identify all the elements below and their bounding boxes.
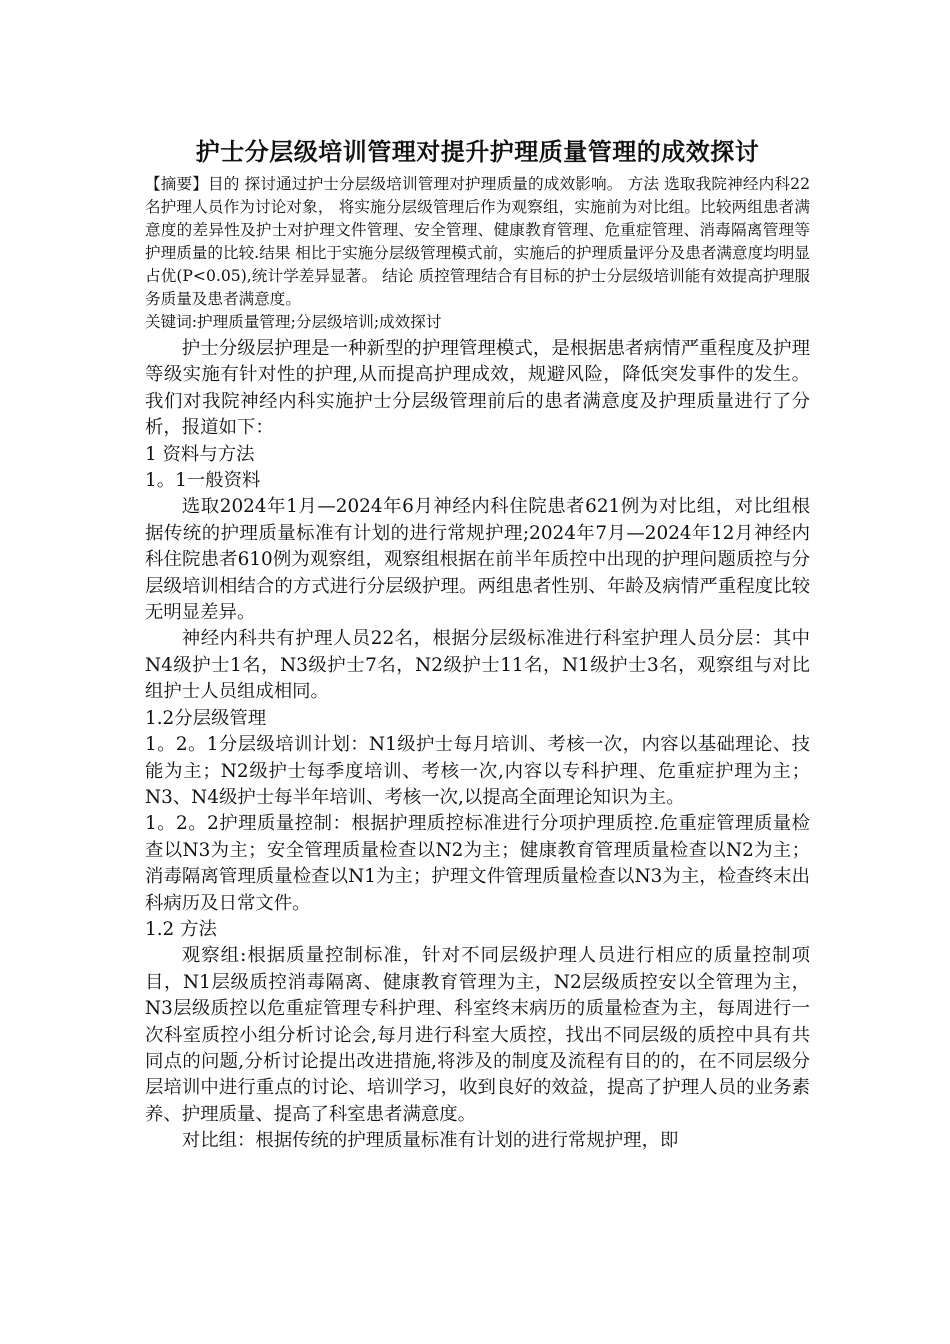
paragraph-1-2-1: 1。2。1分层级培训计划：N1级护士每月培训、考核一次，内容以基础理论、技能为主；N2级护士每季度培训、考核一次,内容以专科护理、危重症护理为主；N3、N4级护士每半年培训、考核一次,以提高全面理论知识为主。 [145, 734, 810, 808]
intro-paragraph: 护士分级层护理是一种新型的护理管理模式，是根据患者病情严重程度及护理等级实施有针对性的护理,从而提高护理成效，规避风险，降低突发事件的发生。我们对我院神经内科实施护士分层级管理前后的患者满意度及护理质量进行了分析，报道如下： [145, 338, 810, 439]
paragraph-method-observation: 观察组:根据质量控制标准，针对不同层级护理人员进行相应的质量控制项目，N1层级质控消毒隔离、健康教育管理为主，N2层级质控安以全管理为主，N3层级质控以危重症管理专科护理、科室终末病历的质量检查为主，每周进行一次科室质控小组分析讨论会,每月进行科室大质控，找出不同层级的质控中具有共同点的问题,分析讨论提出改进措施,将涉及的制度及流程有目的的，在不同层级分层培训中进行重点的讨论、培训学习，收到良好的效益，提高了护理人员的业务素养、护理质量、提高了科室患者满意度。 [145, 945, 810, 1125]
abstract: 【摘要】目的 探讨通过护士分层级培训管理对护理质量的成效影响。 方法 选取我院神经内科22名护理人员作为讨论对象， 将实施分层级管理后作为观察组，实施前为对比组。比较两组患者满意度的差异性及护士对护理文件管理、安全管理、健康教育管理、危重症管理、消毒隔离管理等护理质量的比较.结果 相比于实施分层级管理模式前，实施后的护理质量评分及患者满意度均明显占优(P<0.05),统计学差异显著。 结论 质控管理结合有目标的护士分层级培训能有效提高护理服务质量及患者满意度。 [145, 175, 810, 308]
paragraph-1-1a: 选取2024年1月—2024年6月神经内科住院患者621例为对比组，对比组根据传统的护理质量标准有计划的进行常规护理;2024年7月—2024年12月神经内科住院患者610例为观察组，观察组根据在前半年质控中出现的护理问题质控与分层级培训相结合的方式进行分层级护理。两组患者性别、年龄及病情严重程度比较无明显差异。 [145, 496, 810, 624]
paragraph-1-2-2: 1。2。2护理质量控制：根据护理质控标准进行分项护理质控.危重症管理质量检查以N3为主；安全管理质量检查以N2为主；健康教育管理质量检查以N2为主；消毒隔离管理质量检查以N1为主；护理文件管理质量检查以N3为主，检查终末出科病历及日常文件。 [145, 813, 810, 914]
document-page [145, 135, 810, 1155]
section-heading-1-2: 1.2分层级管理 [145, 707, 267, 729]
section-heading-method: 1.2 方法 [145, 918, 217, 940]
paragraph-method-control: 对比组：根据传统的护理质量标准有计划的进行常规护理，即 [181, 1130, 679, 1152]
section-heading-1: 1 资料与方法 [145, 443, 255, 465]
keywords: 关键词:护理质量管理;分层级培训;成效探讨 [145, 313, 442, 331]
section-heading-1-1: 1。1一般资料 [145, 470, 261, 492]
paper-title: 护士分层级培训管理对提升护理质量管理的成效探讨 [195, 138, 760, 166]
paragraph-1-1b: 神经内科共有护理人员22名，根据分层级标准进行科室护理人员分层：其中N4级护士1名，N3级护士7名，N2级护士11名，N1级护士3名，观察组与对比组护士人员组成相同。 [145, 628, 810, 703]
